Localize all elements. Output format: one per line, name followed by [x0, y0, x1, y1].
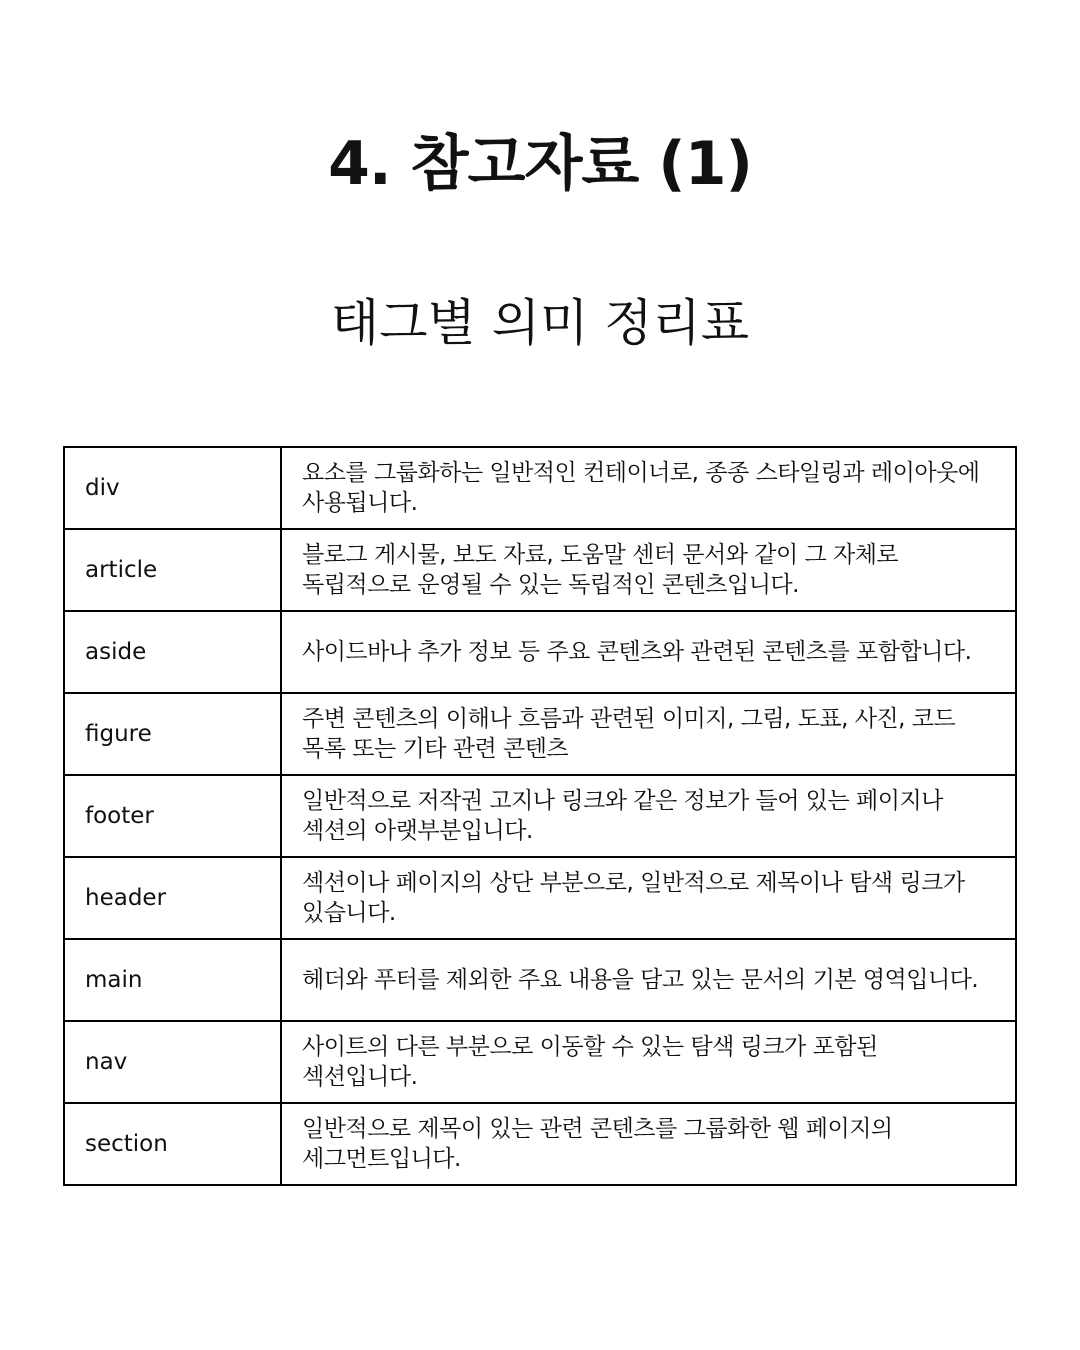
tag-meaning-table: [63, 446, 1017, 1186]
page-subtitle: 태그별 의미 정리표: [330, 294, 750, 352]
page-title: 4. 참고자료 (1): [328, 129, 752, 199]
tag-description-cell: 일반적으로 제목이 있는 관련 콘텐츠를 그룹화한 웹 페이지의 세그먼트입니다.: [281, 1103, 1016, 1185]
table-row: [64, 857, 1016, 939]
tag-description-cell: 요소를 그룹화하는 일반적인 컨테이너로, 종종 스타일링과 레이아웃에 사용됩니다.: [281, 447, 1016, 529]
table-row: [64, 447, 1016, 529]
tag-name-cell: aside: [64, 611, 281, 693]
tag-name-cell: section: [64, 1103, 281, 1185]
tag-name-cell: main: [64, 939, 281, 1021]
tag-description-cell: 헤더와 푸터를 제외한 주요 내용을 담고 있는 문서의 기본 영역입니다.: [281, 939, 1016, 1021]
tag-description-cell: 사이드바나 추가 정보 등 주요 콘텐츠와 관련된 콘텐츠를 포함합니다.: [281, 611, 1016, 693]
tag-description-cell: 섹션이나 페이지의 상단 부분으로, 일반적으로 제목이나 탐색 링크가 있습니다.: [281, 857, 1016, 939]
tag-name-cell: div: [64, 447, 281, 529]
tag-name-cell: article: [64, 529, 281, 611]
tag-description-cell: 블로그 게시물, 보도 자료, 도움말 센터 문서와 같이 그 자체로 독립적으로 운영될 수 있는 독립적인 콘텐츠입니다.: [281, 529, 1016, 611]
table-row: [64, 939, 1016, 1021]
table-row: [64, 693, 1016, 775]
tag-description-cell: 주변 콘텐츠의 이해나 흐름과 관련된 이미지, 그림, 도표, 사진, 코드 목록 또는 기타 관련 콘텐츠: [281, 693, 1016, 775]
table-row: [64, 1021, 1016, 1103]
tag-name-cell: footer: [64, 775, 281, 857]
table-row: [64, 529, 1016, 611]
tag-name-cell: header: [64, 857, 281, 939]
tag-name-cell: figure: [64, 693, 281, 775]
table-row: [64, 1103, 1016, 1185]
tag-name-cell: nav: [64, 1021, 281, 1103]
tag-description-cell: 일반적으로 저작권 고지나 링크와 같은 정보가 들어 있는 페이지나 섹션의 아랫부분입니다.: [281, 775, 1016, 857]
tag-description-cell: 사이트의 다른 부분으로 이동할 수 있는 탐색 링크가 포함된 섹션입니다.: [281, 1021, 1016, 1103]
table-row: [64, 775, 1016, 857]
table-row: [64, 611, 1016, 693]
